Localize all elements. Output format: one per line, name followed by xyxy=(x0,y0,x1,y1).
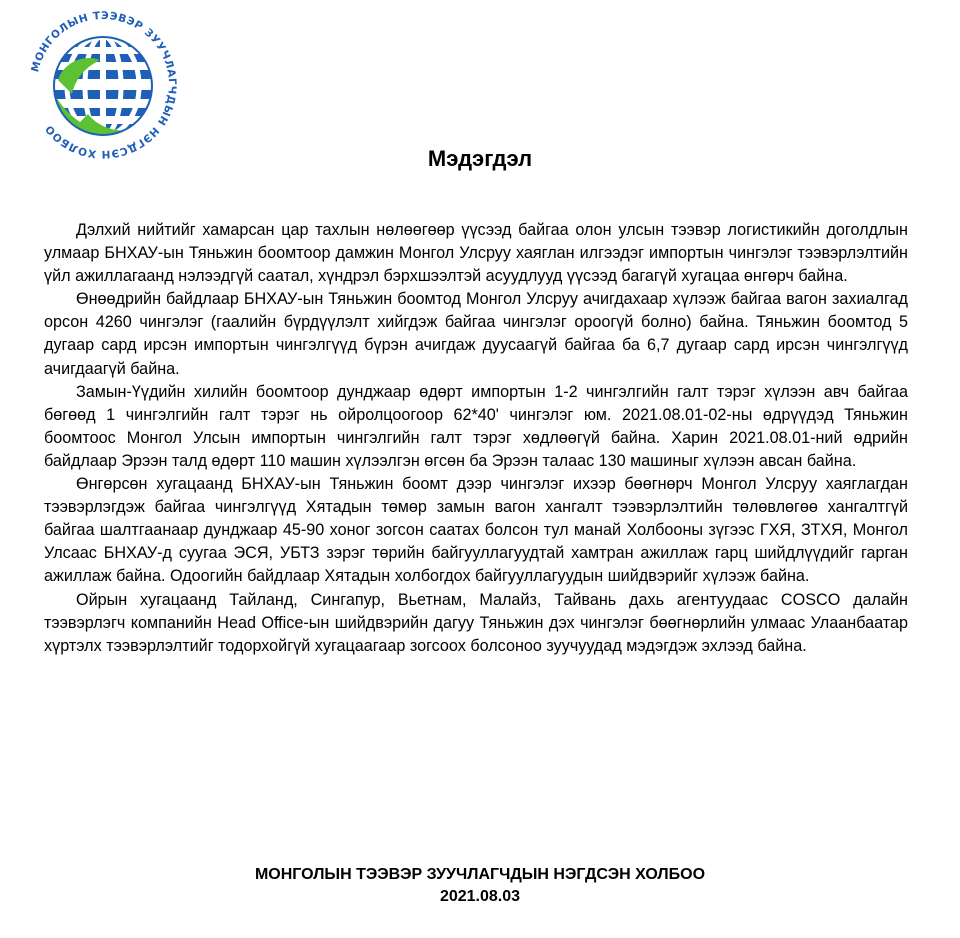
globe-logo-icon xyxy=(28,10,178,160)
paragraph-2: Өнөөдрийн байдлаар БНХАУ-ын Тяньжин боомтод Монгол Улсруу ачигдахаар хүлээж байгаа вагон захиалгад орсон 4260 чингэлэг (гаалийн бүрдүүлэлт хийгдэж байгаа чингэлэг ороогүй болно) байна. Тяньжин боомтод 5 дугаар сард ирсэн импортын чингэлгүүд бүрэн ачигдаж дуусаагүй байгаа ба 6,7 дугаар сард ирсэн чингэлгүүд ачигдаагүй байна. xyxy=(44,290,908,378)
signature-block xyxy=(0,864,960,908)
paragraph-3: Замын-Үүдийн хилийн боомтоор дунджаар өдөрт импортын 1-2 чингэлгийн галт тэрэг хүлээн авч байгаа бөгөөд 1 чингэлгийн галт тэрэг нь ойролцоогоор 62*40' чингэлэг юм. 2021.08.01-02-ны өдрүүдэд Тяньжин боомтоос Монгол Улсын импортын чингэлгийн галт тэрэг хөдлөөгүй байна. Харин 2021.08.01-ний өдрийн байдлаар Эрээн талд өдөрт 110 машин хүлээлгэн өгсөн ба Эрээн талаас 130 машиныг хүлээн авсан байна. xyxy=(44,382,908,470)
document-date: 2021.08.03 xyxy=(439,888,521,905)
logo-ring-text: МОНГОЛЫН ТЭЭВЭР ЗУУЧЛАГЧДЫН НЭГДСЭН ХОЛБОО xyxy=(29,10,178,160)
paragraph-5: Ойрын хугацаанд Тайланд, Сингапур, Вьетнам, Малайз, Тайвань дахь агентуудаас COSCO далайн тээвэрлэгч компанийн Head Office-ын шийдвэрийн дагуу Тяньжин дэх чингэлэг бөөгнөрлийн улмаас Улаанбаатар хүртэлх тээвэрлэлтийг тодорхойгүй хугацаагаар зогсоох болсоноо зуучуудад мэдэгдэж эхлээд байна. xyxy=(44,590,908,655)
organization-name: МОНГОЛЫН ТЭЭВЭР ЗУУЧЛАГЧДЫН НЭГДСЭН ХОЛБОО xyxy=(254,866,706,883)
paragraph-1: Дэлхий нийтийг хамарсан цар тахлын нөлөөгөөр үүсээд байгаа олон улсын тээвэр логистикийн доголдлын улмаар БНХАУ-ын Тяньжин боомтоор дамжин Монгол Улсруу хаяглан илгээдэг импортын чингэлэг тээвэрлэлтийн үйл ажиллагаанд нэлээдгүй саатал, хүндрэл бэрхшээлтэй асуудлууд үүсээд багагүй хугацаа өнгөрч байна. xyxy=(44,221,908,286)
paragraph-4: Өнгөрсөн хугацаанд БНХАУ-ын Тяньжин боомт дээр чингэлэг ихээр бөөгнөрч Монгол Улсруу хаяглагдан тээвэрлэгдэж байгаа чингэлгүүд Хятадын төмөр замын вагон хангалт тээвэрлэлтийн төлөвлөгөө хангалтгүй байгаа шалтгаанаар дунджаар 45-90 хоног зогсон саатах болсон тул манай Холбооны зүгээс ГХЯ, ЗТХЯ, Монгол Улсаас БНХАУ-д суугаа ЭСЯ, УБТЗ зэрэг төрийн байгууллагуудтай хамтран ажиллаж гарц шийдлүүдийг гарган ажиллаж байна. Одоогийн байдлаар Хятадын холбогдох байгууллагуудын шийдвэрийг хүлээж байна. xyxy=(44,475,908,586)
announcement-body xyxy=(44,219,908,658)
page-title: Мэдэгдэл xyxy=(427,146,533,171)
organization-logo xyxy=(28,10,178,160)
